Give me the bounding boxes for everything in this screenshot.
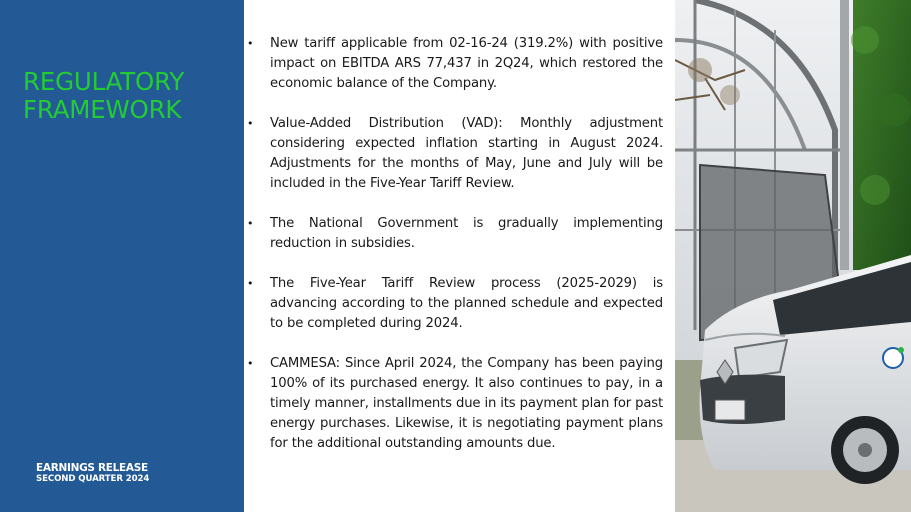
electric-van-photo bbox=[675, 0, 911, 512]
section-title-line-1: REGULATORY bbox=[23, 67, 185, 96]
sidebar-panel bbox=[0, 0, 244, 512]
section-title-line-2: FRAMEWORK bbox=[23, 95, 182, 124]
bullet-text: CAMMESA: Since April 2024, the Company has been paying 100% of its purchased energy. It also continues to pay, in a timely manner, installments due in its payment plan for past energy purchases. Likewise, it is negotiating payment plans for the additional outstanding amounts due. bbox=[270, 356, 663, 451]
report-footer bbox=[36, 462, 149, 485]
bullet-text: Value-Added Distribution (VAD): Monthly adjustment considering expected inflation starting in August 2024. Adjustments for the months of May, June and July will be included in the Five-Year Tariff Review. bbox=[270, 116, 663, 191]
bullet-dot-icon: • bbox=[247, 217, 254, 230]
bullet-item-tariff bbox=[247, 34, 663, 94]
van-illustration bbox=[675, 0, 911, 512]
bullet-text: The National Government is gradually implementing reduction in subsidies. bbox=[270, 216, 663, 251]
section-title bbox=[23, 68, 184, 124]
bullet-list bbox=[247, 34, 663, 474]
bullet-dot-icon: • bbox=[247, 117, 254, 130]
bullet-dot-icon: • bbox=[247, 37, 254, 50]
bullet-text: New tariff applicable from 02-16-24 (319.2%) with positive impact on EBITDA ARS 77,437 in 2Q24, which restored the economic balance of the Company. bbox=[270, 36, 663, 91]
footer-quarter: SECOND QUARTER 2024 bbox=[36, 474, 150, 484]
bullet-item-vad bbox=[247, 114, 663, 194]
bullet-item-subsidies bbox=[247, 214, 663, 254]
bullet-item-tariff-review bbox=[247, 274, 663, 334]
bullet-dot-icon: • bbox=[247, 277, 254, 290]
bullet-item-cammesa bbox=[247, 354, 663, 454]
bullet-text: The Five-Year Tariff Review process (2025-2029) is advancing according to the planned schedule and expected to be completed during 2024. bbox=[270, 276, 663, 331]
footer-earnings-release: EARNINGS RELEASE bbox=[36, 462, 148, 474]
bullet-dot-icon: • bbox=[247, 357, 254, 370]
